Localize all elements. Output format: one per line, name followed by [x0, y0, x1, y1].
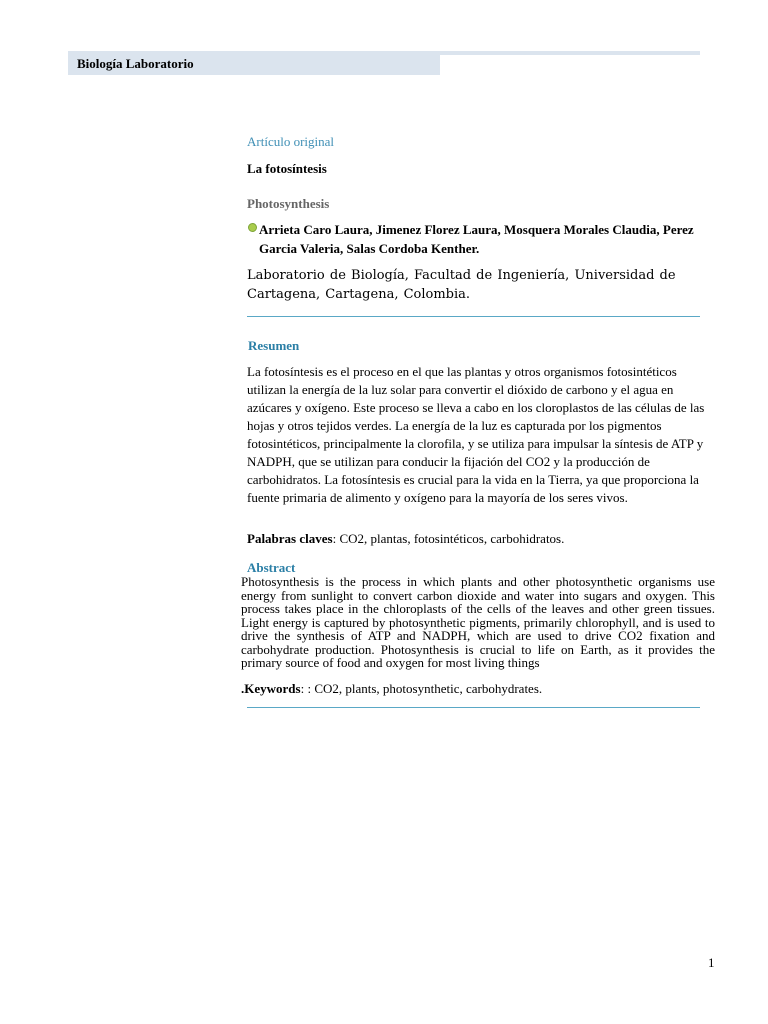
article-title-english: Photosynthesis — [247, 196, 330, 211]
abstract-body: Photosynthesis is the process in which plants and other photosynthetic organisms use energy from sunlight to convert carbon dioxide and water into sugars and oxygen. This process takes place in the chloroplasts of the cells of the leaves and other green tissues. Light energy is captured by photosynthetic pigments, primarily chlorophyll, and is used to drive the synthesis of ATP and NADPH, which are used to drive CO2 fixation and carbohydrate production. Photosynthesis is crucial to life on Earth, as it provides the primary source of food and oxygen for most living things — [241, 574, 715, 670]
article-title-spanish: La fotosíntesis — [247, 161, 327, 176]
keywords-spanish — [247, 531, 707, 547]
affiliation: Laboratorio de Biología, Facultad de Ingeniería, Universidad de Cartagena, Cartagena, Colombia. — [247, 268, 676, 302]
keywords-spanish-label: Palabras claves — [247, 531, 333, 546]
keywords-english-values: : : CO2, plants, photosynthetic, carbohydrates. — [300, 681, 543, 696]
resumen-heading: Resumen — [248, 338, 300, 353]
abstract-heading: Abstract — [247, 560, 296, 575]
section-divider-top — [247, 316, 700, 317]
author-bullet-icon — [248, 223, 257, 232]
keywords-english-label: .Keywords — [241, 681, 301, 696]
keywords-spanish-values: : CO2, plantas, fotosintéticos, carbohidratos. — [332, 531, 565, 546]
resumen-body: La fotosíntesis es el proceso en el que las plantas y otros organismos fotosintéticos utilizan la energía de la luz solar para convertir el dióxido de carbono y el agua en azúcares y oxígeno. Este proceso se lleva a cabo en los cloroplastos de las células de las hojas y otros tejidos verdes. La energía de la luz es capturada por los pigmentos fotosintéticos, principalmente la clorofila, y se utiliza para impulsar la síntesis de ATP y NADPH, que se utilizan para conducir la fijación del CO2 y la producción de carbohidratos. La fotosíntesis es crucial para la vida en la Tierra, ya que proporciona la fuente primaria de alimento y oxígeno para la mayoría de los seres vivos. — [247, 364, 705, 505]
section-divider-bottom — [247, 707, 700, 708]
page-number: 1 — [708, 955, 715, 970]
article-type: Artículo original — [247, 134, 335, 149]
keywords-english — [241, 681, 715, 697]
header-title: Biología Laboratorio — [77, 56, 194, 71]
authors: Arrieta Caro Laura, Jimenez Florez Laura, Mosquera Morales Claudia, Perez Garcia Valeria, Salas Cordoba Kenther. — [259, 222, 694, 256]
